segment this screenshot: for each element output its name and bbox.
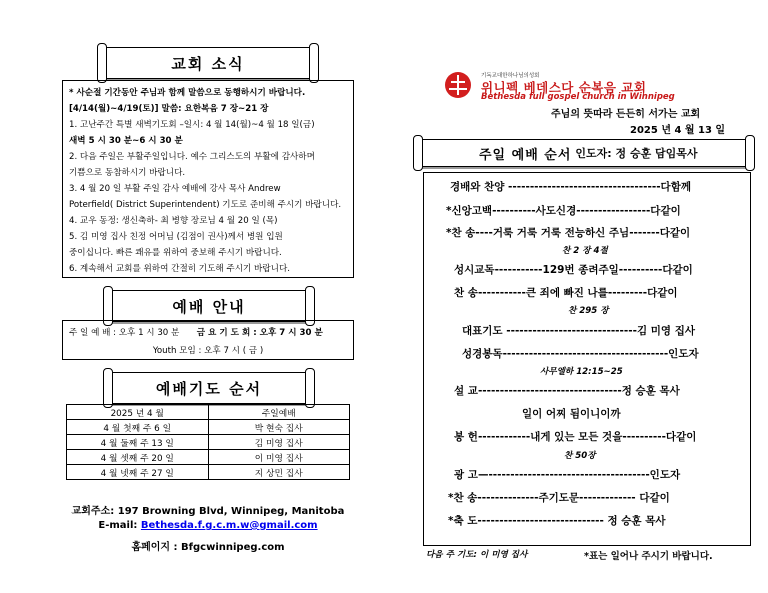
order-item: *축 도----------------------------- 정 승훈 목사 (448, 515, 666, 527)
prayer-week: 4 월 둘째 주 13 일 (67, 435, 209, 450)
sermon-title: 일이 어찌 됨이니이까 (522, 408, 621, 420)
order-item: *신앙고백----------사도신경-----------------다같이 (446, 205, 681, 217)
church-homepage: 홈페이지 : Bfgcwinnipeg.com (131, 542, 285, 553)
order-item: 광 고—-------------------------------------인도자 (454, 469, 681, 481)
prayer-week: 4 월 넷째 주 27 일 (67, 465, 209, 480)
church-logo-icon (445, 72, 471, 98)
church-motto: 주님의 뜻따라 든든히 서가는 교회 (551, 109, 701, 120)
news-line: * 사순절 기간동안 주님과 함께 말씀으로 동행하시기 바랍니다. (69, 88, 306, 98)
order-item: 경배와 찬양 -----------------------------------다함께 (450, 181, 691, 193)
church-email-line (62, 520, 354, 531)
prayer-table (66, 404, 350, 480)
order-title: 주일 예배 순서 (479, 147, 572, 163)
news-title: 교회 소식 (171, 54, 245, 73)
table-row (67, 450, 350, 465)
table-row (67, 465, 350, 480)
order-banner (418, 139, 750, 167)
table-row (67, 420, 350, 435)
prayer-week: 4 월 첫째 주 6 일 (67, 420, 209, 435)
news-box (62, 80, 354, 278)
news-line: 1. 고난주간 특별 새벽기도회 –일시: 4 월 14(월)~4 월 18 일(금) (69, 120, 315, 130)
brand-korean-name: 위니펙 베데스다 순복음 교회 (481, 80, 647, 95)
worship-banner (108, 290, 310, 322)
bulletin-date: 2025 년 4 월 13 일 (630, 125, 726, 136)
hymn-note: 찬 2 장 4절 (562, 246, 608, 256)
order-item: *찬 송----거룩 거룩 거룩 전능하신 주님-------다같이 (446, 227, 691, 239)
news-line: Poterfield( District Superintendent) 기도로 준비해 주시기 바랍니다. (69, 200, 342, 210)
hymn-note: 찬 295 장 (568, 306, 609, 316)
hymn-note: 찬 50장 (564, 451, 596, 461)
order-leader: 인도자: 정 승훈 담임목사 (575, 147, 698, 160)
prayer-title: 예배기도 순서 (155, 379, 263, 398)
news-line: [4/14(월)~4/19(토)] 말씀: 요한복음 7 장~21 장 (69, 104, 269, 114)
news-line: 기쁨으로 동참하시기 바랍니다. (69, 168, 186, 178)
worship-title: 예배 안내 (172, 297, 246, 316)
worship-info-box (62, 320, 354, 360)
prayer-banner (108, 372, 310, 404)
order-item: 봉 헌------------내게 있는 모든 것을----------다같이 (454, 431, 697, 443)
worship-youth: Youth 모임 : 오후 7 시 ( 금 ) (152, 346, 264, 356)
prayer-person: 지 상민 집사 (208, 465, 350, 480)
news-line: 6. 계속해서 교회를 위하여 간절히 기도해 주시기 바랍니다. (69, 264, 290, 274)
news-line: 4. 교우 동정: 생신축하- 최 병향 장로님 4 월 20 일 (목) (69, 216, 278, 226)
news-banner (102, 47, 314, 79)
order-item: 성시교독-----------129번 종려주일----------다같이 (454, 264, 693, 276)
brand-english-name: Bethesda full gospel church in Winnipeg (481, 92, 675, 102)
prayer-person: 김 미영 집사 (208, 435, 350, 450)
prayer-header-month: 2025 년 4 월 (67, 405, 209, 420)
news-line: 새벽 5 시 30 분~6 시 30 분 (69, 136, 183, 146)
worship-sunday: 주 일 예 배 : 오후 1 시 30 분 (69, 328, 180, 338)
church-address: 교회주소: 197 Browning Blvd, Winnipeg, Manitoba (71, 506, 345, 517)
email-link[interactable]: Bethesda.f.g.c.m.w@gmail.com (140, 520, 318, 531)
prayer-person: 박 현숙 집사 (208, 420, 350, 435)
news-line: 중이십니다. 빠른 쾌유를 위하여 중보해 주시기 바랍니다. (69, 248, 282, 258)
table-row (67, 405, 350, 420)
order-item: 찬 송-----------큰 죄에 빠진 나를---------다같이 (454, 287, 678, 299)
order-item: 설 교---------------------------------정 승훈 목사 (454, 385, 680, 397)
news-line: 2. 다음 주일은 부활주일입니다. 예수 그리스도의 부활에 감사하며 (69, 152, 315, 162)
prayer-header-service: 주일예배 (208, 405, 350, 420)
order-item: 성경봉독--------------------------------------인도자 (462, 348, 699, 360)
brand-denomination: 기독교대한하나님의성회 (481, 73, 540, 79)
order-item: *찬 송--------------주기도문------------- 다같이 (448, 492, 670, 504)
next-prayer-note: 다음 주 기도: 이 미영 집사 (426, 550, 528, 560)
worship-friday: 금 요 기 도 회 : 오후 7 시 30 분 (196, 328, 323, 338)
stand-note: *표는 일어나 주시기 바랍니다. (584, 551, 713, 562)
news-line: 3. 4 월 20 일 부활 주일 감사 예배에 강사 목사 Andrew (69, 184, 281, 194)
service-order-box (423, 172, 751, 546)
order-item: 대표기도 ------------------------------김 미영 집사 (462, 325, 695, 337)
table-row (67, 435, 350, 450)
prayer-week: 4 월 셋째 주 20 일 (67, 450, 209, 465)
news-line: 5. 김 미영 집사 친정 어머님 (김점이 권사)께서 병원 입원 (69, 232, 283, 242)
email-label: E-mail: (98, 520, 141, 531)
prayer-person: 이 미영 집사 (208, 450, 350, 465)
scripture-note: 사무엘하 12:15~25 (540, 367, 623, 377)
